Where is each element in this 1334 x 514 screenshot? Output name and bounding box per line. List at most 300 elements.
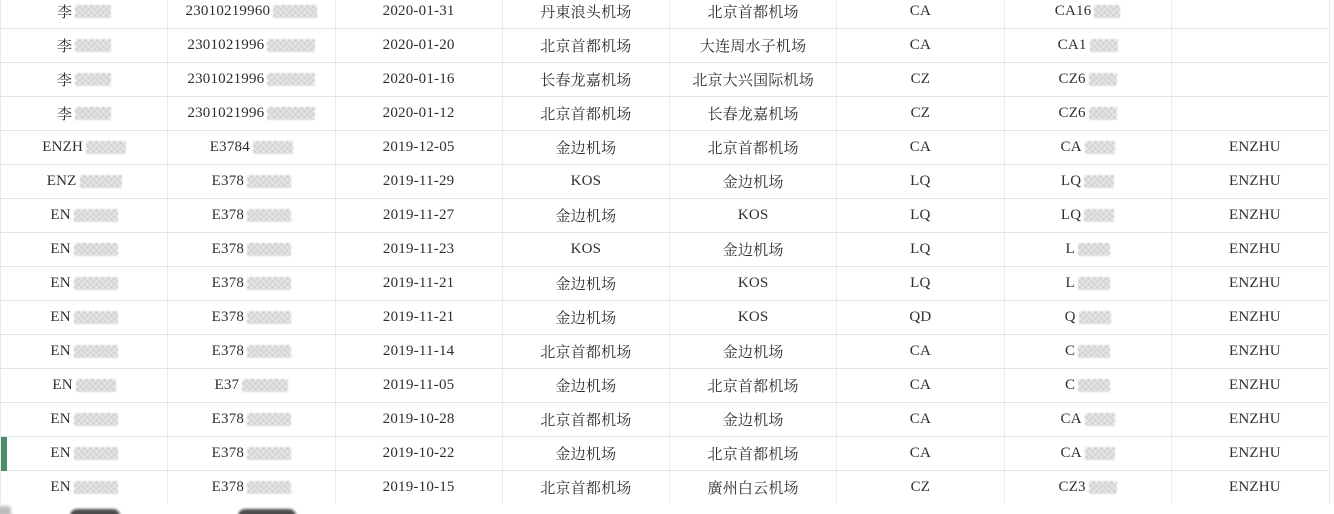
cell-text: ENZHU [1228,343,1281,359]
cell-text: ENZH [42,139,84,155]
cell-to[interactable] [670,63,837,96]
cell-to[interactable] [670,267,837,300]
cell-text: ENZHU [1228,275,1281,291]
cell-text: 李 [57,107,73,123]
cell-airline[interactable] [837,97,1004,130]
cell-text: KOS [570,241,602,257]
cell-text: 李 [57,73,73,89]
cell-id[interactable] [168,437,335,470]
cell-to[interactable] [670,165,837,198]
redaction-pixelation [1089,481,1117,494]
cell-text: L [1065,275,1075,291]
cell-text: 大连周水子机场 [699,39,807,55]
cell-name[interactable] [1,63,168,96]
cell-from[interactable] [503,63,670,96]
redaction-pixelation [74,209,118,222]
cell-text: C [1065,377,1076,393]
redaction-pixelation [74,311,118,324]
row-selection-indicator [1,437,7,471]
cell-text: 2020-01-12 [382,105,455,121]
cell-name[interactable] [1,403,168,436]
redaction-pixelation [80,175,122,188]
cell-date[interactable] [336,97,503,130]
cell-airline[interactable] [837,0,1004,28]
cell-text: EN [50,445,71,461]
cell-text: E378 [211,411,245,427]
cell-text: 2019-11-21 [382,275,455,291]
table-row[interactable] [1,165,1331,199]
cell-text: CZ [910,71,931,87]
cell-text: 北京首都机场 [540,413,632,429]
cell-name[interactable] [1,471,168,504]
cell-text: EN [50,241,71,257]
cell-text: 2301021996 [187,71,265,87]
cell-text: 2020-01-31 [382,3,455,19]
cell-text: 2020-01-20 [382,37,455,53]
cell-text: KOS [737,309,769,325]
cell-text: EN [50,207,71,223]
cell-text: 金边机场 [555,447,617,463]
cell-from[interactable] [503,369,670,402]
cell-id[interactable] [168,403,335,436]
cell-to[interactable] [670,233,837,266]
cell-text: 金边机场 [555,209,617,225]
redaction-pixelation [253,141,293,154]
cell-date[interactable] [336,29,503,62]
redaction-pixelation [267,73,315,86]
cell-from[interactable] [503,165,670,198]
cell-flight[interactable] [1005,199,1172,232]
redaction-pixelation [247,175,291,188]
cell-date[interactable] [336,403,503,436]
cell-name_en[interactable] [1172,233,1334,266]
cell-id[interactable] [168,165,335,198]
cell-text: LQ [910,173,931,189]
cell-date[interactable] [336,199,503,232]
cell-id[interactable] [168,63,335,96]
cell-text: CA [909,411,931,427]
redaction-pixelation [1078,243,1110,256]
cell-text: EN [52,377,73,393]
cell-date[interactable] [336,63,503,96]
cell-from[interactable] [503,301,670,334]
cell-text: E378 [211,445,245,461]
cell-airline[interactable] [837,267,1004,300]
cell-from[interactable] [503,233,670,266]
cell-name_en[interactable] [1172,471,1334,504]
cell-id[interactable] [168,471,335,504]
redaction-pixelation [74,413,118,426]
cell-name_en[interactable] [1172,403,1334,436]
cell-date[interactable] [336,233,503,266]
cell-text: 北京首都机场 [540,39,632,55]
cell-flight[interactable] [1005,301,1172,334]
cell-name[interactable] [1,29,168,62]
cell-text: ENZHU [1228,309,1281,325]
cell-name[interactable] [1,97,168,130]
cell-airline[interactable] [837,437,1004,470]
cell-text: ENZHU [1228,479,1281,495]
cell-name_en[interactable] [1172,369,1334,402]
cell-text: 2019-10-22 [382,445,455,461]
table-row[interactable] [1,267,1331,301]
cell-text: CZ [910,479,931,495]
redaction-pixelation [1094,5,1120,18]
redaction-pixelation [273,5,317,18]
cell-text: 2020-01-16 [382,71,455,87]
redaction-pixelation [247,413,291,426]
redaction-pixelation [75,73,111,86]
cell-text: 2019-11-14 [382,343,455,359]
cell-from[interactable] [503,0,670,28]
cell-flight[interactable] [1005,233,1172,266]
cell-name[interactable] [1,165,168,198]
cell-text: 李 [57,5,73,21]
cutoff-footer-button[interactable] [238,509,296,514]
redaction-pixelation [75,5,111,18]
cell-flight[interactable] [1005,0,1172,28]
cell-airline[interactable] [837,29,1004,62]
cell-to[interactable] [670,29,837,62]
cell-text: 北京首都机场 [707,141,799,157]
redaction-pixelation [74,345,118,358]
table-row[interactable] [1,63,1331,97]
cell-flight[interactable] [1005,29,1172,62]
cell-text: CA [1060,411,1082,427]
cell-airline[interactable] [837,63,1004,96]
cell-text: 2019-11-21 [382,309,455,325]
cell-text: ENZHU [1228,173,1281,189]
cell-to[interactable] [670,131,837,164]
cell-text: 金边机场 [555,379,617,395]
cell-text: 北京首都机场 [540,345,632,361]
redaction-pixelation [1084,175,1114,188]
cell-id[interactable] [168,301,335,334]
table-row[interactable] [1,471,1331,505]
cell-to[interactable] [670,403,837,436]
cell-text: 北京大兴国际机场 [692,73,814,89]
redaction-pixelation [247,345,291,358]
cell-from[interactable] [503,471,670,504]
cell-text: CZ6 [1058,71,1086,87]
cell-text: LQ [910,241,931,257]
table-row[interactable] [1,131,1331,165]
cell-from[interactable] [503,97,670,130]
cell-date[interactable] [336,0,503,28]
cell-text: 23010219960 [185,3,271,19]
cell-name_en[interactable] [1172,29,1334,62]
cell-text: 金边机场 [555,277,617,293]
cell-name[interactable] [1,437,168,470]
cell-from[interactable] [503,437,670,470]
cell-airline[interactable] [837,471,1004,504]
table-row[interactable] [1,403,1331,437]
cell-name[interactable] [1,233,168,266]
cell-id[interactable] [168,29,335,62]
cell-text: 2019-10-15 [382,479,455,495]
cell-airline[interactable] [837,369,1004,402]
cell-text: 金边机场 [722,413,784,429]
cell-flight[interactable] [1005,63,1172,96]
cell-text: 2301021996 [187,37,265,53]
cell-flight[interactable] [1005,403,1172,436]
cutoff-footer-element [0,506,11,514]
cell-text: CA16 [1054,3,1092,19]
cell-text: CA [909,445,931,461]
cell-text: 金边机场 [722,243,784,259]
cell-flight[interactable] [1005,267,1172,300]
cell-text: 2019-11-23 [382,241,455,257]
redaction-pixelation [74,243,118,256]
cell-id[interactable] [168,199,335,232]
cell-text: 北京首都机场 [707,379,799,395]
cell-text: E378 [211,207,245,223]
cell-from[interactable] [503,131,670,164]
cell-flight[interactable] [1005,335,1172,368]
cell-date[interactable] [336,369,503,402]
cell-text: 丹東浪头机场 [540,5,632,21]
cell-text: 长春龙嘉机场 [707,107,799,123]
cell-date[interactable] [336,335,503,368]
redaction-pixelation [74,481,118,494]
cell-text: 北京首都机场 [540,481,632,497]
cell-text: 金边机场 [555,311,617,327]
redaction-pixelation [1085,447,1115,460]
redaction-pixelation [75,39,111,52]
redaction-pixelation [247,209,291,222]
cell-text: CZ6 [1058,105,1086,121]
cell-flight[interactable] [1005,165,1172,198]
cell-text: CA [909,343,931,359]
cell-name_en[interactable] [1172,199,1334,232]
cell-id[interactable] [168,131,335,164]
redaction-pixelation [74,277,118,290]
cell-name[interactable] [1,199,168,232]
table-row[interactable] [1,199,1331,233]
cell-to[interactable] [670,335,837,368]
cell-text: ENZHU [1228,411,1281,427]
cell-name[interactable] [1,267,168,300]
cell-text: KOS [737,275,769,291]
cell-text: E378 [211,309,245,325]
cell-id[interactable] [168,335,335,368]
redaction-pixelation [1089,73,1117,86]
redaction-pixelation [267,39,315,52]
cell-text: LQ [910,275,931,291]
table-row[interactable] [1,369,1331,403]
cell-text: 廣州白云机场 [707,481,799,497]
redaction-pixelation [75,107,111,120]
cell-name_en[interactable] [1172,165,1334,198]
cell-text: E3784 [209,139,250,155]
cell-airline[interactable] [837,233,1004,266]
cell-flight[interactable] [1005,471,1172,504]
table-row[interactable] [1,301,1331,335]
cell-to[interactable] [670,97,837,130]
redaction-pixelation [1079,311,1111,324]
cell-text: 2301021996 [187,105,265,121]
cell-name[interactable] [1,369,168,402]
cell-airline[interactable] [837,301,1004,334]
cutoff-footer-strip [0,504,1334,514]
cell-text: CA [1060,139,1082,155]
cell-name[interactable] [1,131,168,164]
cell-text: CA [1060,445,1082,461]
table-row[interactable] [1,0,1331,29]
cell-text: CA [909,37,931,53]
cell-to[interactable] [670,0,837,28]
cell-text: C [1065,343,1076,359]
cell-text: EN [50,343,71,359]
redaction-pixelation [247,447,291,460]
cell-flight[interactable] [1005,369,1172,402]
cell-text: 李 [57,39,73,55]
cell-text: 北京首都机场 [707,447,799,463]
redaction-pixelation [1085,141,1115,154]
cell-text: 北京首都机场 [540,107,632,123]
cell-text: Q [1064,309,1076,325]
redaction-pixelation [247,277,291,290]
cell-text: 2019-11-29 [382,173,455,189]
cell-airline[interactable] [837,199,1004,232]
cell-date[interactable] [336,301,503,334]
cell-text: EN [50,411,71,427]
cell-name_en[interactable] [1172,0,1334,28]
cell-text: E378 [211,479,245,495]
cell-text: 金边机场 [555,141,617,157]
cell-text: CA [909,139,931,155]
cell-name_en[interactable] [1172,63,1334,96]
cell-id[interactable] [168,97,335,130]
cell-id[interactable] [168,369,335,402]
cell-text: KOS [737,207,769,223]
cell-to[interactable] [670,437,837,470]
cell-text: CA [909,377,931,393]
cell-to[interactable] [670,471,837,504]
redaction-pixelation [1078,379,1110,392]
table-row[interactable] [1,29,1331,63]
redaction-pixelation [267,107,315,120]
cell-text: 2019-10-28 [382,411,455,427]
cell-text: LQ [1060,207,1082,223]
cutoff-footer-button[interactable] [70,509,120,514]
cell-date[interactable] [336,471,503,504]
cell-date[interactable] [336,267,503,300]
cell-text: CZ [910,105,931,121]
table-row[interactable] [1,97,1331,131]
cell-text: E37 [214,377,240,393]
cell-name_en[interactable] [1172,267,1334,300]
table-row[interactable] [1,437,1331,471]
cell-name_en[interactable] [1172,131,1334,164]
redaction-pixelation [242,379,288,392]
cell-from[interactable] [503,267,670,300]
cell-text: EN [50,275,71,291]
cell-text: 金边机场 [722,345,784,361]
cell-flight[interactable] [1005,97,1172,130]
redaction-pixelation [247,311,291,324]
cell-name_en[interactable] [1172,335,1334,368]
cell-text: E378 [211,275,245,291]
cell-text: EN [50,309,71,325]
cell-flight[interactable] [1005,437,1172,470]
cell-to[interactable] [670,199,837,232]
cell-text: LQ [910,207,931,223]
cell-id[interactable] [168,267,335,300]
cell-name[interactable] [1,335,168,368]
cell-text: L [1065,241,1075,257]
cell-name[interactable] [1,0,168,28]
cell-text: ENZHU [1228,445,1281,461]
cell-text: 长春龙嘉机场 [540,73,632,89]
cell-name_en[interactable] [1172,437,1334,470]
table-row[interactable] [1,335,1331,369]
cell-text: E378 [211,343,245,359]
cell-text: KOS [570,173,602,189]
cell-text: 2019-12-05 [382,139,455,155]
cell-text: 2019-11-05 [382,377,455,393]
cell-airline[interactable] [837,165,1004,198]
cell-text: ENZ [46,173,77,189]
cell-text: CA1 [1057,37,1087,53]
cell-airline[interactable] [837,131,1004,164]
cell-from[interactable] [503,335,670,368]
cell-text: 金边机场 [722,175,784,191]
cell-date[interactable] [336,437,503,470]
cell-text: QD [909,309,932,325]
redaction-pixelation [1085,413,1115,426]
cell-text: E378 [211,173,245,189]
cell-text: ENZHU [1228,241,1281,257]
cell-from[interactable] [503,199,670,232]
redaction-pixelation [1078,277,1110,290]
cell-from[interactable] [503,403,670,436]
cell-name[interactable] [1,301,168,334]
cell-id[interactable] [168,0,335,28]
cell-text: ENZHU [1228,139,1281,155]
redaction-pixelation [1090,39,1118,52]
cell-text: ENZHU [1228,377,1281,393]
cell-date[interactable] [336,131,503,164]
cell-text: CA [909,3,931,19]
cell-date[interactable] [336,165,503,198]
cell-text: LQ [1060,173,1082,189]
cell-text: EN [50,479,71,495]
cell-airline[interactable] [837,335,1004,368]
cell-airline[interactable] [837,403,1004,436]
table-row[interactable] [1,233,1331,267]
redaction-pixelation [247,481,291,494]
cell-to[interactable] [670,369,837,402]
right-edge-gutter [1329,0,1334,514]
redaction-pixelation [1078,345,1110,358]
redaction-pixelation [1084,209,1114,222]
redaction-pixelation [247,243,291,256]
cell-name_en[interactable] [1172,301,1334,334]
redaction-pixelation [74,447,118,460]
redaction-pixelation [76,379,116,392]
cell-text: 北京首都机场 [707,5,799,21]
cell-flight[interactable] [1005,131,1172,164]
cell-to[interactable] [670,301,837,334]
redaction-pixelation [1089,107,1117,120]
redaction-pixelation [86,141,126,154]
cell-text: CZ3 [1058,479,1086,495]
cell-name_en[interactable] [1172,97,1334,130]
cell-text: E378 [211,241,245,257]
cell-id[interactable] [168,233,335,266]
cell-from[interactable] [503,29,670,62]
